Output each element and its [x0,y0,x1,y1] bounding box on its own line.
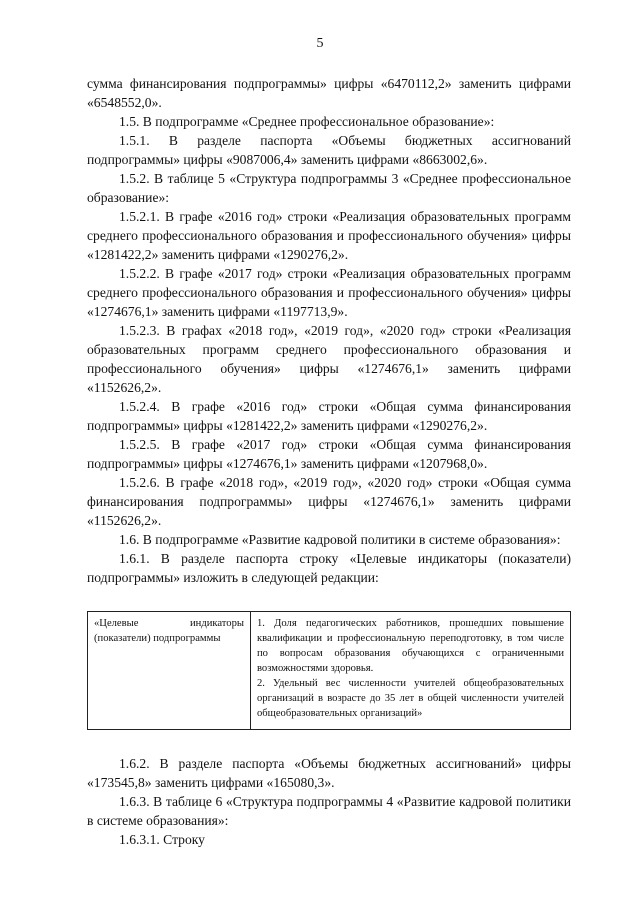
paragraph: 1.5.2.5. В графе «2017 год» строки «Общая сумма финансирования подпрограммы» цифры «1274676,1» заменить цифрами «1207968,0». [87,437,571,471]
indicators-table [87,611,571,730]
table-label-cell: «Целевые индикаторы (показатели) подпрограммы [88,612,251,730]
paragraph: 1.5.2. В таблице 5 «Структура подпрограммы 3 «Среднее профессиональное образование»: [87,171,571,205]
paragraph: 1.5. В подпрограмме «Среднее профессиональное образование»: [119,114,495,129]
table-row [88,612,571,730]
table-item-2: 2. Удельный вес численности учителей общеобразовательных организаций в возрасте до 35 лет в общей численности учителей общеобразовательных организаций» [257,678,564,719]
paragraph: 1.5.2.2. В графе «2017 год» строки «Реализация образовательных программ среднего профессионального образования и профессионального обучения» цифры «1274676,1» заменить цифрами «1197713,9». [87,266,571,319]
paragraph: 1.6. В подпрограмме «Развитие кадровой политики в системе образования»: [119,532,561,547]
paragraph: 1.5.2.4. В графе «2016 год» строки «Общая сумма финансирования подпрограммы» цифры «1281422,2» заменить цифрами «1290276,2». [87,399,571,433]
paragraph: 1.5.2.6. В графе «2018 год», «2019 год», «2020 год» строки «Общая сумма финансирования подпрограммы» цифры «1274676,1» заменить цифрами «1152626,2». [87,475,571,528]
paragraphs-after [87,754,571,849]
paragraph: 1.5.1. В разделе паспорта «Объемы бюджетных ассигнований подпрограммы» цифры «9087006,4» заменить цифрами «8663002,6». [87,133,571,167]
page-number: 5 [316,36,324,51]
document-body [87,74,571,849]
paragraph: 1.6.3. В таблице 6 «Структура подпрограммы 4 «Развитие кадровой политики в системе образования»: [87,794,571,828]
paragraph: 1.5.2.1. В графе «2016 год» строки «Реализация образовательных программ среднего профессионального образования и профессионального обучения» цифры «1281422,2» заменить цифрами «1290276,2». [87,209,571,262]
table-item-1: 1. Доля педагогических работников, прошедших повышение квалификации и профессиональную переподготовку, в том числе по вопросам образования обучающихся с ограниченными возможностями здоровья. [257,618,564,674]
paragraphs-before [87,74,571,587]
paragraph: 1.6.2. В разделе паспорта «Объемы бюджетных ассигнований» цифры «173545,8» заменить цифрами «165080,3». [87,756,571,790]
paragraph: 1.5.2.3. В графах «2018 год», «2019 год», «2020 год» строки «Реализация образовательных программ среднего профессионального образования и профессионального обучения» цифры «1274676,1» заменить цифрами «1152626,2». [87,323,571,395]
table-value-cell [251,612,571,730]
paragraph: сумма финансирования подпрограммы» цифры «6470112,2» заменить цифрами «6548552,0». [87,76,571,110]
paragraph: 1.6.3.1. Строку [119,832,205,847]
paragraph: 1.6.1. В разделе паспорта строку «Целевые индикаторы (показатели) подпрограммы» изложить в следующей редакции: [87,551,571,585]
